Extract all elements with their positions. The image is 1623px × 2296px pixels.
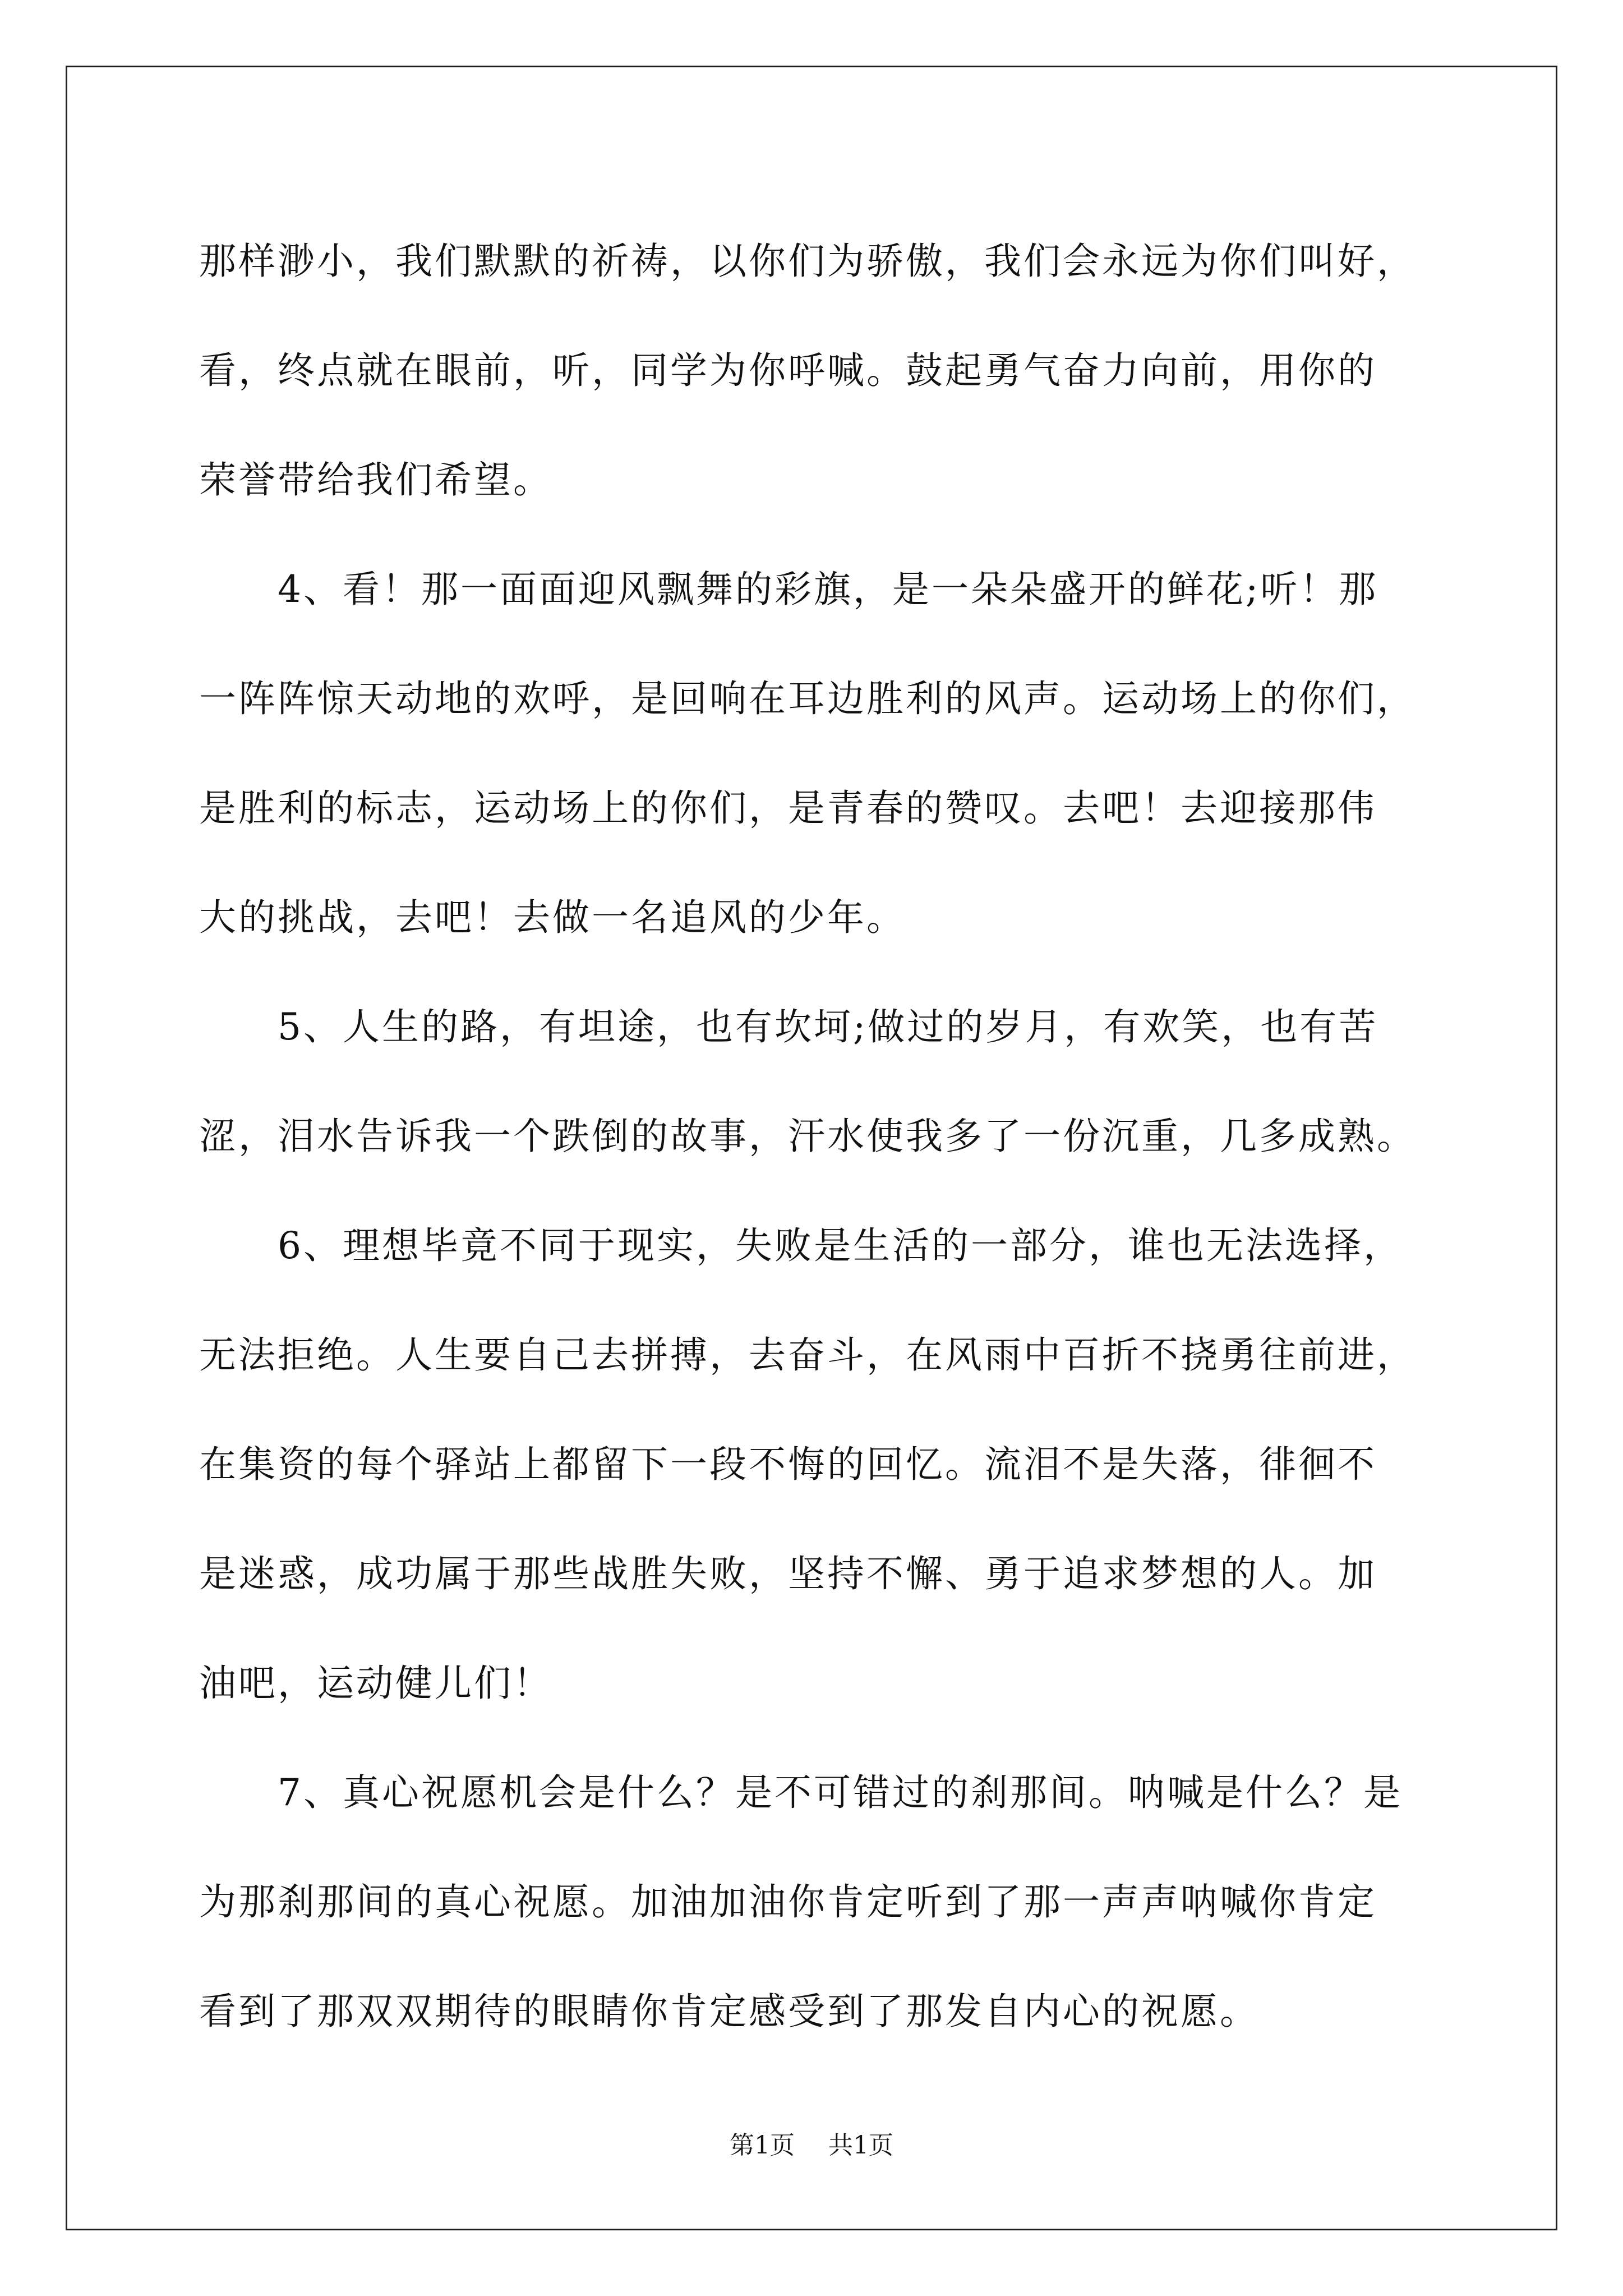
text-line: 荣誉带给我们希望。: [199, 458, 552, 501]
text-line: 看，终点就在眼前，听，同学为你呼喊。鼓起勇气奋力向前，用你的: [199, 349, 1377, 392]
text-line: 一阵阵惊天动地的欢呼，是回响在耳边胜利的风声。运动场上的你们，: [199, 677, 1416, 720]
text-line: 那样渺小，我们默默的祈祷，以你们为骄傲，我们会永远为你们叫好，: [199, 240, 1416, 283]
text-line: 看到了那双双期待的眼睛你肯定感受到了那发自内心的祝愿。: [199, 1990, 1259, 2033]
paragraph-start-7: 7、真心祝愿机会是什么？是不可错过的刹那间。呐喊是什么？是: [199, 1771, 1403, 1814]
page-total: 共1页: [828, 2131, 893, 2160]
page-footer: [0, 2129, 1623, 2162]
text-line: 是迷惑，成功属于那些战胜失败，坚持不懈、勇于追求梦想的人。加: [199, 1552, 1377, 1595]
paragraph-start-6: 6、理想毕竟不同于现实，失败是生活的一部分，谁也无法选择，: [199, 1224, 1403, 1267]
text-line: 是胜利的标志，运动场上的你们，是青春的赞叹。去吧！去迎接那伟: [199, 786, 1377, 830]
paragraph-start-5: 5、人生的路，有坦途，也有坎坷;做过的岁月，有欢笑，也有苦: [199, 1005, 1378, 1048]
text-line: 无法拒绝。人生要自己去拼搏，去奋斗，在风雨中百折不挠勇往前进，: [199, 1333, 1416, 1377]
text-line: 大的挑战，去吧！去做一名追风的少年。: [199, 896, 906, 939]
page-number: 第1页: [730, 2131, 795, 2160]
text-line: 涩，泪水告诉我一个跌倒的故事，汗水使我多了一份沉重，几多成熟。: [199, 1115, 1416, 1158]
text-line: 为那刹那间的真心祝愿。加油加油你肯定听到了那一声声呐喊你肯定: [199, 1880, 1377, 1924]
text-line: 油吧，运动健儿们！: [199, 1662, 552, 1705]
paragraph-start-4: 4、看！那一面面迎风飘舞的彩旗，是一朵朵盛开的鲜花;听！那: [199, 568, 1378, 611]
document-body: [199, 206, 1430, 2066]
text-line: 在集资的每个驿站上都留下一段不悔的回忆。流泪不是失落，徘徊不: [199, 1443, 1377, 1486]
